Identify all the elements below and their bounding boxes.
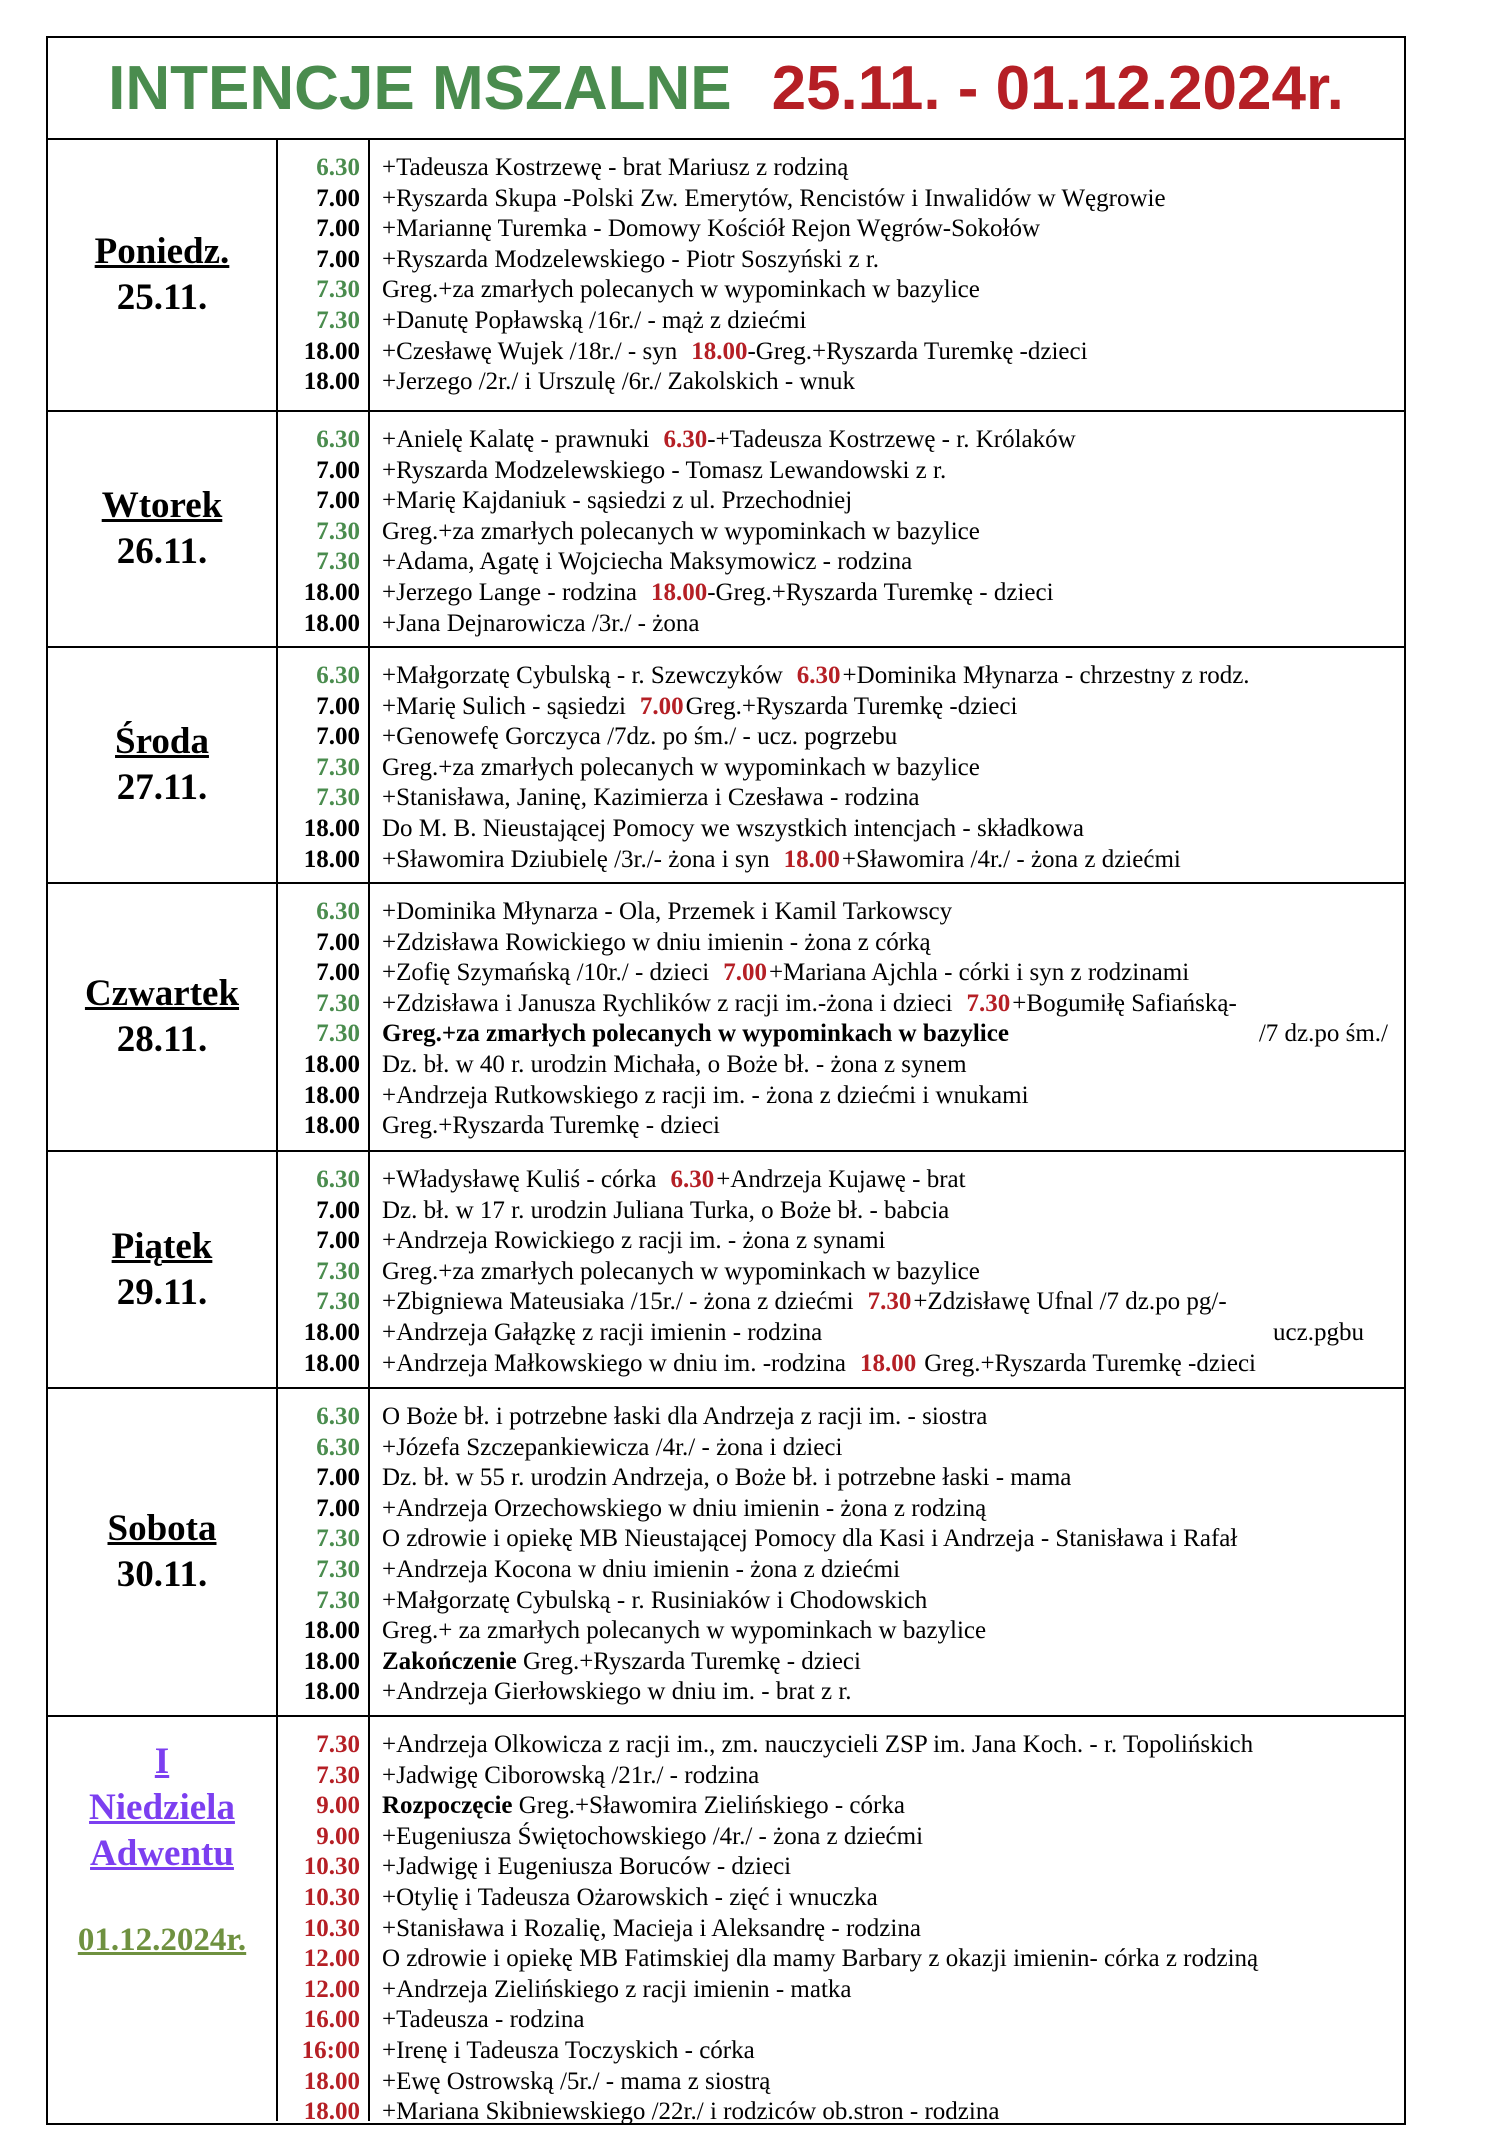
intention-text: +Andrzeja Gałązkę z racji imienin - rodzina	[382, 1318, 823, 1346]
intention: +Tadeusza Kostrzewę - brat Mariusz z rodziną	[382, 154, 849, 181]
day-thursday	[48, 884, 1404, 1152]
mass-time: 18.00	[303, 1081, 360, 1109]
intention	[370, 989, 1404, 1020]
mass-time: 18.00	[303, 845, 360, 873]
intention: +Irenę i Tadeusza Toczyskich - córka	[382, 2036, 755, 2064]
extra-mass-time: 7.00	[639, 692, 684, 720]
intention: Dz. bł. w 40 r. urodzin Michała, o Boże bł. - żona z synem	[382, 1050, 967, 1078]
mass-time: 7.00	[316, 184, 360, 212]
day-date: 28.11.	[116, 1019, 208, 1060]
mass-time: 7.00	[316, 1227, 360, 1255]
mass-time: 6.30	[316, 1166, 360, 1193]
mass-time: 7.00	[316, 1464, 360, 1492]
intention: +Stanisława i Rozalię, Macieja i Aleksandrę - rodzina	[382, 1914, 921, 1942]
day-friday	[48, 1152, 1404, 1389]
intention	[370, 1791, 1404, 1822]
intentions	[370, 412, 1404, 646]
mass-time: 7.00	[316, 692, 360, 720]
mass-time: 7.30	[316, 1555, 360, 1583]
intention: +Mariannę Turemka - Domowy Kościół Rejon Węgrów-Sokołów	[382, 215, 1041, 243]
day-name: Poniedz.	[94, 231, 230, 272]
intention: +Jana Dejnarowicza /3r./ - żona	[382, 609, 700, 637]
extra-intention-text: +Andrzeja Kujawę - brat	[716, 1166, 966, 1193]
mass-time: 10.30	[303, 1883, 360, 1911]
intentions	[370, 1152, 1404, 1387]
intention	[370, 337, 1404, 368]
page-title	[48, 38, 1404, 140]
mass-time: 18.00	[303, 368, 360, 396]
extra-mass-time: 6.30	[663, 426, 708, 453]
day-sunday	[48, 1717, 1404, 2126]
intention: Dz. bł. w 17 r. urodzin Juliana Turka, o Boże bł. - babcia	[382, 1196, 950, 1224]
mass-time: 7.30	[316, 1731, 360, 1758]
mass-time: 7.00	[316, 1494, 360, 1522]
intention: Greg.+za zmarłych polecanych w wypominkach w bazylice	[382, 753, 980, 781]
mass-time: 7.00	[316, 487, 360, 515]
mass-time: 7.30	[316, 548, 360, 576]
title-dates: 25.11. - 01.12.2024r.	[771, 53, 1344, 123]
mass-time: 18.00	[303, 578, 360, 606]
mass-times	[278, 1152, 370, 1387]
mass-time: 7.30	[316, 1257, 360, 1285]
intention: +Adama, Agatę i Wojciecha Maksymowicz - rodzina	[382, 548, 913, 576]
intention: +Andrzeja Rowickiego z racji im. - żona z synami	[382, 1227, 886, 1255]
extra-mass-time: 7.30	[966, 989, 1011, 1017]
intention	[370, 661, 1404, 692]
day-saturday	[48, 1389, 1404, 1717]
intention: +Genowefę Gorczyca /7dz. po śm./ - ucz. pogrzebu	[382, 723, 898, 751]
mass-time: 9.00	[316, 1792, 360, 1820]
mass-time: 18.00	[303, 337, 360, 365]
mass-times	[278, 1717, 370, 2126]
intention: O zdrowie i opiekę MB Fatimskiej dla mamy Barbary z okazji imienin- córka z rodziną	[382, 1945, 1259, 1973]
mass-time: 18.00	[303, 1349, 360, 1377]
extra-mass-time: 7.30	[867, 1288, 912, 1316]
mass-time: 6.30	[316, 662, 360, 689]
intention	[370, 1287, 1404, 1318]
intention: Greg.+za zmarłych polecanych w wypominkach w bazylice	[382, 1257, 980, 1285]
intention: +Andrzeja Gierłowskiego w dniu im. - brat z r.	[382, 1678, 852, 1706]
intention-prefix: Zakończenie	[382, 1647, 517, 1675]
mass-time: 10.30	[303, 1853, 360, 1881]
day-name: Środa	[115, 721, 209, 762]
mass-time: 18.00	[303, 2067, 360, 2095]
mass-time: 7.30	[316, 1525, 360, 1553]
extra-mass-time: 6.30	[796, 662, 841, 689]
mass-times	[278, 1389, 370, 1715]
intention-text: +Anielę Kalatę - prawnuki	[382, 426, 650, 453]
extra-intention-text: Greg.+Ryszarda Turemkę -dzieci	[685, 692, 1018, 720]
intention: +Danutę Popławską /16r./ - mąż z dziećmi	[382, 306, 807, 334]
extra-mass-time: 18.00	[860, 1349, 917, 1377]
intention-continuation: /7 dz.po śm./	[1258, 1020, 1388, 1048]
intention: +Tadeusza - rodzina	[382, 2006, 585, 2034]
mass-time: 7.30	[316, 306, 360, 334]
intention: +Jadwigę i Eugeniusza Boruców - dzieci	[382, 1853, 792, 1881]
day-name: Piątek	[111, 1225, 213, 1267]
extra-intention-text: -Greg.+Ryszarda Turemkę -dzieci	[747, 337, 1088, 365]
intention: Dz. bł. w 55 r. urodzin Andrzeja, o Boże bł. i potrzebne łaski - mama	[382, 1464, 1072, 1492]
day-name-line3: Adwentu	[90, 1833, 234, 1874]
intention	[370, 1349, 1404, 1380]
mass-time: 7.00	[316, 928, 360, 956]
mass-time: 12.00	[303, 1945, 360, 1973]
intention: +Andrzeja Olkowicza z racji im., zm. nauczycieli ZSP im. Jana Koch. - r. Topolińskich	[382, 1731, 1254, 1758]
mass-time: 18.00	[303, 2098, 360, 2126]
intention-text: +Czesławę Wujek /18r./ - syn	[382, 337, 678, 365]
intention	[370, 1019, 1404, 1050]
mass-time: 6.30	[316, 898, 360, 925]
intentions	[370, 884, 1404, 1150]
intention: +Ryszarda Skupa -Polski Zw. Emerytów, Rencistów i Inwalidów w Węgrowie	[382, 184, 1166, 212]
intention	[370, 1647, 1404, 1678]
day-name-line1: I	[154, 1741, 170, 1782]
day-monday	[48, 140, 1404, 412]
extra-intention-text: +Dominika Młynarza - chrzestny z rodz.	[842, 662, 1250, 689]
intention: +Andrzeja Orzechowskiego w dniu imienin - żona z rodziną	[382, 1494, 987, 1522]
day-date: 29.11.	[116, 1271, 208, 1313]
intention: +Andrzeja Zielińskiego z racji imienin - matka	[382, 1975, 852, 2003]
intention: Greg.+ za zmarłych polecanych w wypominkach w bazylice	[382, 1617, 987, 1645]
mass-time: 6.30	[316, 154, 360, 181]
mass-time: 7.00	[316, 456, 360, 484]
intention-text: +Władysławę Kuliś - córka	[382, 1166, 657, 1193]
extra-mass-time: 18.00	[783, 845, 840, 873]
mass-time: 7.00	[316, 1196, 360, 1224]
intention: +Mariana Skibniewskiego /22r./ i rodziców ob.stron - rodzina	[382, 2098, 1000, 2126]
mass-time: 18.00	[303, 1647, 360, 1675]
extra-intention-text: +Mariana Ajchla - córki i syn z rodzinami	[768, 959, 1190, 987]
intentions	[370, 648, 1404, 882]
intention: +Marię Kajdaniuk - sąsiedzi z ul. Przechodniej	[382, 487, 853, 515]
intentions	[370, 1389, 1404, 1715]
intention: +Ryszarda Modzelewskiego - Piotr Soszyński z r.	[382, 245, 880, 273]
intention: O Boże bł. i potrzebne łaski dla Andrzeja z racji im. - siostra	[382, 1403, 988, 1430]
mass-time: 7.30	[316, 276, 360, 304]
intention	[370, 1165, 1404, 1196]
extra-intention-text: -Greg.+Ryszarda Turemkę - dzieci	[707, 578, 1054, 606]
intention-text: +Jerzego Lange - rodzina	[382, 578, 637, 606]
mass-times	[278, 140, 370, 410]
intention: +Jadwigę Ciborowską /21r./ - rodzina	[382, 1761, 760, 1789]
mass-time: 7.00	[316, 245, 360, 273]
intention-text: Greg.+Ryszarda Turemkę - dzieci	[516, 1647, 861, 1675]
intention-text: +Zofię Szymańską /10r./ - dzieci	[382, 959, 710, 987]
mass-time: 7.30	[316, 517, 360, 545]
intention: +Małgorzatę Cybulską - r. Rusiniaków i Chodowskich	[382, 1586, 928, 1614]
intention: O zdrowie i opiekę MB Nieustającej Pomocy dla Kasi i Andrzeja - Stanisława i Rafał	[382, 1525, 1238, 1553]
intention: +Ewę Ostrowską /5r./ - mama z siostrą	[382, 2067, 771, 2095]
intention: Greg.+za zmarłych polecanych w wypominkach w bazylice	[382, 517, 980, 545]
intention: +Zdzisława Rowickiego w dniu imienin - żona z córką	[382, 928, 931, 956]
mass-time: 18.00	[303, 814, 360, 842]
mass-time: 18.00	[303, 1678, 360, 1706]
intention-continuation: ucz.pgbu	[1273, 1318, 1364, 1346]
extra-intention-text: +Sławomira /4r./ - żona z dziećmi	[841, 845, 1181, 873]
mass-time: 18.00	[303, 609, 360, 637]
intention: +Jerzego /2r./ i Urszulę /6r./ Zakolskich - wnuk	[382, 368, 856, 396]
intention-text: +Sławomira Dziubielę /3r./- żona i syn	[382, 845, 770, 873]
intentions	[370, 140, 1404, 410]
mass-time: 7.00	[316, 723, 360, 751]
intention-prefix: Rozpoczęcie	[382, 1792, 513, 1820]
intention: +Ryszarda Modzelewskiego - Tomasz Lewandowski z r.	[382, 456, 947, 484]
day-name: Czwartek	[84, 973, 240, 1014]
mass-time: 18.00	[303, 1318, 360, 1346]
extra-mass-time: 18.00	[691, 337, 748, 365]
extra-intention-text: +Bogumiłę Safiańską-	[1012, 989, 1237, 1017]
extra-intention-text: Greg.+Ryszarda Turemkę -dzieci	[924, 1349, 1257, 1377]
extra-mass-time: 6.30	[670, 1166, 715, 1193]
day-date: 01.12.2024r.	[77, 1922, 247, 1958]
intention: +Otylię i Tadeusza Ożarowskich - zięć i wnuczka	[382, 1883, 878, 1911]
mass-times	[278, 648, 370, 882]
intention	[370, 425, 1404, 456]
intention: +Józefa Szczepankiewicza /4r./ - żona i dzieci	[382, 1433, 843, 1461]
intention	[370, 692, 1404, 723]
mass-time: 16:00	[301, 2036, 360, 2064]
intention: +Andrzeja Kocona w dniu imienin - żona z dziećmi	[382, 1555, 901, 1583]
intention-text: +Andrzeja Małkowskiego w dniu im. -rodzina	[382, 1349, 846, 1377]
title-main: INTENCJE MSZALNE	[108, 53, 732, 123]
mass-time: 6.30	[316, 1433, 360, 1461]
day-date: 30.11.	[116, 1554, 208, 1595]
day-date: 27.11.	[116, 767, 208, 808]
extra-intention-text: -+Tadeusza Kostrzewę - r. Królaków	[707, 426, 1076, 453]
extra-mass-time: 18.00	[650, 578, 708, 606]
extra-mass-time: 7.00	[723, 959, 767, 987]
day-date: 25.11.	[116, 277, 208, 318]
intention	[370, 958, 1404, 989]
day-wednesday	[48, 648, 1404, 884]
mass-time: 18.00	[303, 1112, 360, 1140]
intention: +Eugeniusza Świętochowskiego /4r./ - żona z dziećmi	[382, 1822, 924, 1850]
mass-time: 18.00	[303, 1617, 360, 1645]
intention-text: +Małgorzatę Cybulską - r. Szewczyków	[382, 662, 783, 689]
mass-time: 7.00	[316, 215, 360, 243]
intention	[370, 845, 1404, 876]
intention: +Stanisława, Janinę, Kazimierza i Czesława - rodzina	[382, 784, 920, 812]
mass-time: 9.00	[316, 1822, 360, 1850]
mass-intentions-sheet	[46, 36, 1406, 2125]
extra-intention-text: +Zdzisławę Ufnal /7 dz.po pg/-	[913, 1288, 1227, 1316]
mass-time: 10.30	[303, 1914, 360, 1942]
mass-time: 7.30	[316, 1586, 360, 1614]
mass-time: 7.30	[316, 1761, 360, 1789]
mass-time: 7.30	[316, 1288, 360, 1316]
mass-time: 6.30	[316, 426, 360, 453]
day-name-line2: Niedziela	[89, 1787, 235, 1828]
intention-text: +Zbigniewa Mateusiaka /15r./ - żona z dziećmi	[382, 1288, 854, 1316]
day-name: Sobota	[107, 1508, 217, 1549]
mass-time: 12.00	[303, 1975, 360, 2003]
mass-time: 16.00	[303, 2006, 360, 2034]
mass-time: 18.00	[303, 1050, 360, 1078]
intention: Do M. B. Nieustającej Pomocy we wszystkich intencjach - składkowa	[382, 814, 1084, 842]
mass-times	[278, 884, 370, 1150]
intention: Greg.+Ryszarda Turemkę - dzieci	[382, 1112, 721, 1140]
mass-times	[278, 412, 370, 646]
intention: Greg.+za zmarłych polecanych w wypominkach w bazylice	[382, 276, 980, 304]
intention-text: Greg.+Sławomira Zielińskiego - córka	[512, 1792, 905, 1820]
day-date: 26.11.	[116, 531, 208, 572]
mass-time: 7.00	[316, 959, 360, 987]
intention	[370, 578, 1404, 609]
intention: +Dominika Młynarza - Ola, Przemek i Kamil Tarkowscy	[382, 898, 953, 925]
intention	[370, 1318, 1404, 1349]
mass-time: 7.30	[316, 753, 360, 781]
intention-text: +Zdzisława i Janusza Rychlików z racji im.-żona i dzieci	[382, 989, 953, 1017]
day-name: Wtorek	[101, 485, 223, 526]
intention: +Andrzeja Rutkowskiego z racji im. - żona z dziećmi i wnukami	[382, 1081, 1029, 1109]
intentions	[370, 1717, 1404, 2126]
intention-text: +Marię Sulich - sąsiedzi	[382, 692, 626, 720]
intention-text: Greg.+za zmarłych polecanych w wypominkach w bazylice	[382, 1020, 1009, 1048]
mass-time: 6.30	[316, 1403, 360, 1430]
mass-time: 7.30	[316, 784, 360, 812]
day-tuesday	[48, 412, 1404, 648]
mass-time: 7.30	[316, 1020, 360, 1048]
mass-time: 7.30	[316, 989, 360, 1017]
